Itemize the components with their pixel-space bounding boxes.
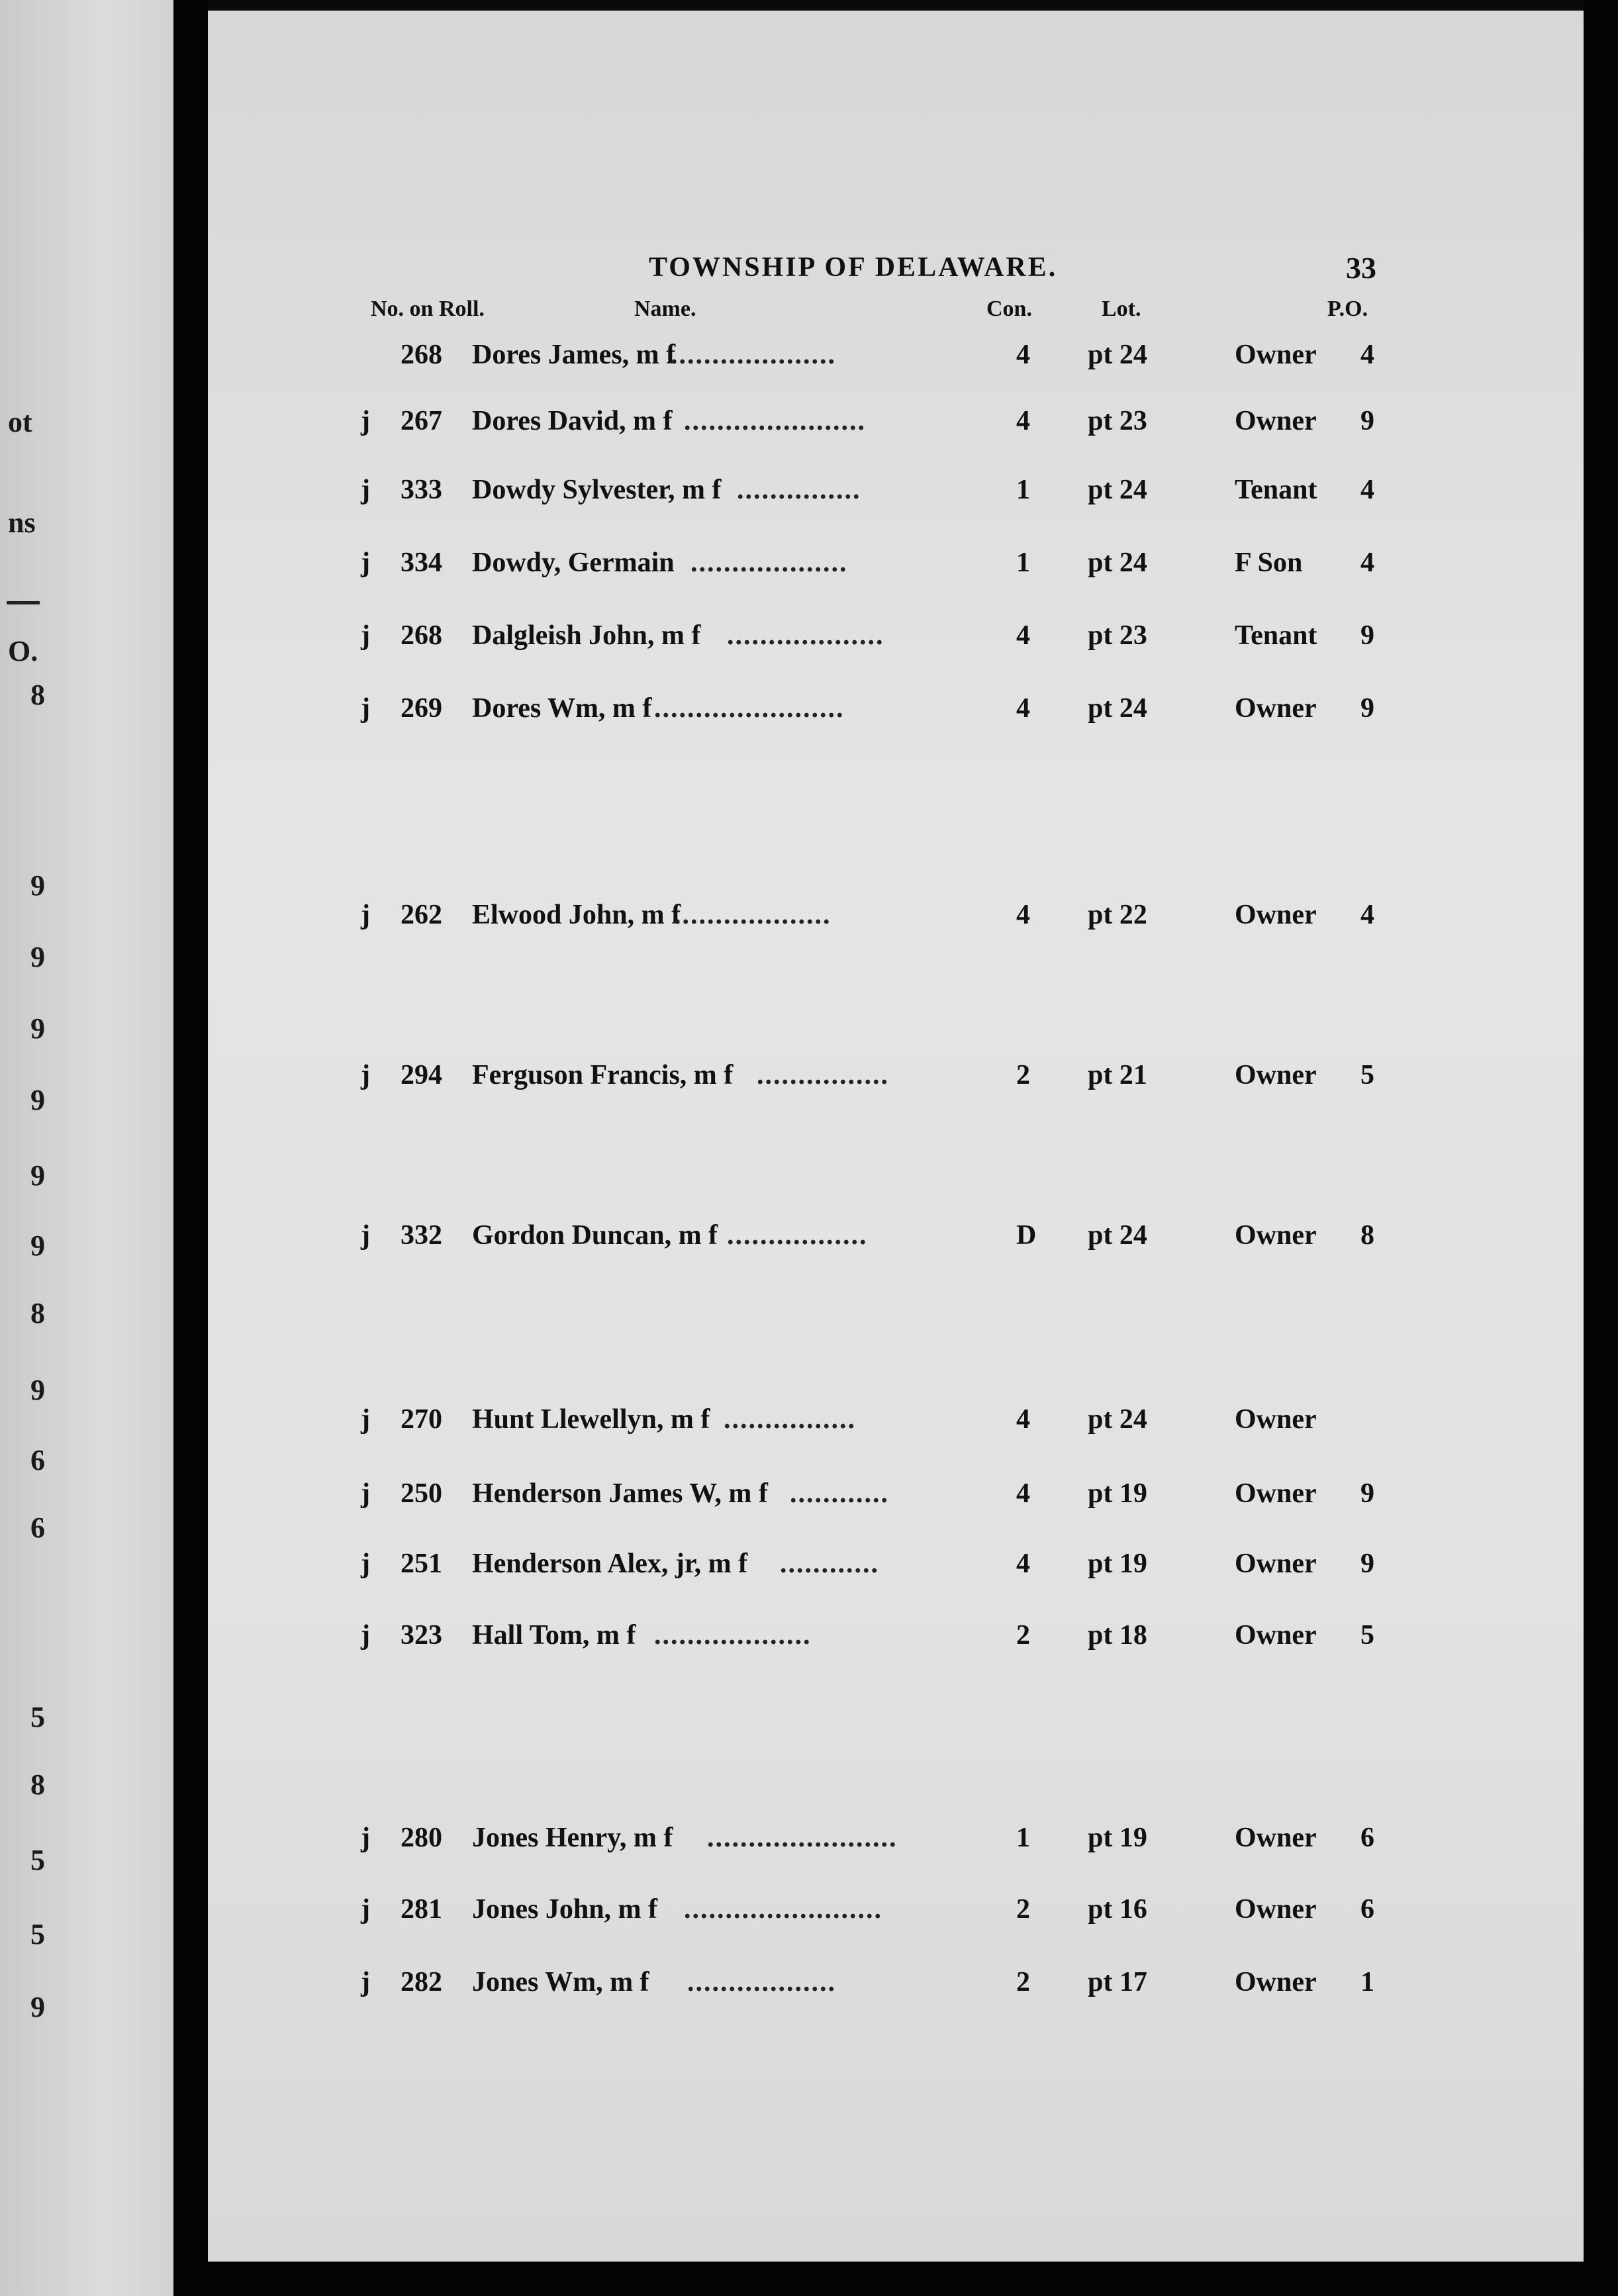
row-lot: pt 19 [1088,1549,1147,1579]
row-roll-number: 268 [401,620,442,651]
row-con: 4 [1016,340,1030,370]
dot-leader: .................... [671,340,836,370]
row-lot: pt 24 [1088,340,1147,370]
row-name: Ferguson Francis, m f [472,1060,734,1090]
row-status: Owner [1235,1549,1317,1579]
row-prefix: j [361,1060,370,1090]
facing-page-fragment: ns [8,506,36,539]
row-prefix: j [361,1894,370,1925]
row-prefix: j [361,1478,370,1509]
table-row [0,1548,1618,1588]
row-lot: pt 24 [1088,693,1147,724]
facing-page-rule [7,601,40,604]
dot-leader: ....................... [707,1823,898,1853]
facing-page-fragment: 9 [30,941,45,973]
row-prefix: j [361,1823,370,1853]
dot-leader: ...................... [684,406,866,436]
row-lot: pt 16 [1088,1894,1147,1925]
row-roll-number: 269 [401,693,442,724]
row-name: Dalgleish John, m f [472,620,701,651]
row-status: Owner [1235,1823,1317,1853]
column-header-no-on-roll: No. on Roll. [371,297,485,321]
row-roll-number: 334 [401,548,442,578]
table-row [0,1893,1618,1933]
row-po: 9 [1360,1478,1374,1509]
row-roll-number: 262 [401,900,442,930]
facing-page-fragment: O. [8,635,38,667]
row-lot: pt 22 [1088,900,1147,930]
row-roll-number: 333 [401,475,442,505]
row-lot: pt 24 [1088,548,1147,578]
row-po: 5 [1360,1620,1374,1650]
row-roll-number: 294 [401,1060,442,1090]
column-header-po: P.O. [1327,297,1368,321]
facing-page-fragment: 8 [30,679,45,711]
row-prefix: j [361,1620,370,1650]
row-name: Jones Wm, m f [472,1967,649,1997]
row-po: 4 [1360,900,1374,930]
row-roll-number: 332 [401,1220,442,1251]
row-roll-number: 281 [401,1894,442,1925]
facing-page-fragment: ot [8,406,32,438]
row-name: Dores James, m f [472,340,676,370]
row-prefix: j [361,475,370,505]
row-roll-number: 251 [401,1549,442,1579]
facing-page-fragment: 9 [30,1991,45,2023]
row-name: Henderson Alex, jr, m f [472,1549,748,1579]
row-prefix: j [361,1967,370,1997]
row-status: Owner [1235,1894,1317,1925]
row-status: Owner [1235,406,1317,436]
row-con: 4 [1016,620,1030,651]
row-lot: pt 23 [1088,620,1147,651]
page-number: 33 [1346,251,1376,285]
row-roll-number: 268 [401,340,442,370]
row-po: 5 [1360,1060,1374,1090]
row-prefix: j [361,693,370,724]
dot-leader: ............ [790,1478,889,1509]
row-con: 4 [1016,900,1030,930]
column-header-name: Name. [634,297,696,321]
dot-leader: ................... [690,548,848,578]
dot-leader: ............ [780,1549,879,1579]
dot-leader: ........................ [684,1894,882,1925]
table-row [0,1059,1618,1099]
row-prefix: j [361,1549,370,1579]
row-con: 2 [1016,1894,1030,1925]
row-lot: pt 24 [1088,1220,1147,1251]
table-row [0,1404,1618,1443]
row-po: 9 [1360,1549,1374,1579]
row-lot: pt 24 [1088,1404,1147,1435]
table-row [0,620,1618,659]
row-roll-number: 280 [401,1823,442,1853]
row-lot: pt 19 [1088,1823,1147,1853]
facing-page-fragment: 9 [30,1012,45,1045]
row-name: Dores David, m f [472,406,673,436]
row-po: 8 [1360,1220,1374,1251]
row-roll-number: 267 [401,406,442,436]
row-con: 1 [1016,548,1030,578]
facing-page-fragment: 5 [30,1918,45,1950]
row-prefix: j [361,900,370,930]
row-status: Tenant [1235,620,1317,651]
row-lot: pt 21 [1088,1060,1147,1090]
dot-leader: ................ [757,1060,889,1090]
table-row [0,405,1618,445]
dot-leader: .................. [687,1967,836,1997]
row-name: Henderson James W, m f [472,1478,768,1509]
row-status: Owner [1235,340,1317,370]
row-con: 4 [1016,406,1030,436]
dot-leader: ............... [737,475,861,505]
row-po: 6 [1360,1823,1374,1853]
facing-page-fragment: 9 [30,869,45,902]
table-row [0,1822,1618,1862]
facing-page-fragment: 9 [30,1159,45,1192]
row-status: F Son [1235,548,1303,578]
row-lot: pt 23 [1088,406,1147,436]
row-po: 4 [1360,340,1374,370]
row-con: D [1016,1220,1037,1251]
row-con: 4 [1016,1478,1030,1509]
row-con: 1 [1016,1823,1030,1853]
facing-page-fragment: 6 [30,1511,45,1544]
row-con: 4 [1016,1404,1030,1435]
row-con: 2 [1016,1620,1030,1650]
row-po: 9 [1360,406,1374,436]
row-roll-number: 323 [401,1620,442,1650]
row-con: 2 [1016,1967,1030,1997]
table-row [0,1220,1618,1259]
facing-page-fragment: 9 [30,1374,45,1406]
table-row [0,693,1618,732]
row-roll-number: 282 [401,1967,442,1997]
row-status: Owner [1235,900,1317,930]
row-status: Tenant [1235,475,1317,505]
row-roll-number: 270 [401,1404,442,1435]
row-con: 4 [1016,693,1030,724]
row-status: Owner [1235,693,1317,724]
row-po: 1 [1360,1967,1374,1997]
row-name: Dores Wm, m f [472,693,652,724]
facing-page-fragment: 8 [30,1768,45,1801]
row-status: Owner [1235,1967,1317,1997]
row-lot: pt 19 [1088,1478,1147,1509]
table-row [0,547,1618,587]
facing-page-fragment: 5 [30,1701,45,1733]
row-status: Owner [1235,1404,1317,1435]
row-name: Hunt Llewellyn, m f [472,1404,710,1435]
dot-leader: ................... [654,1620,812,1650]
row-prefix: j [361,1220,370,1251]
dot-leader: ................ [724,1404,856,1435]
row-po: 4 [1360,475,1374,505]
row-po: 4 [1360,548,1374,578]
facing-page-fragment: 5 [30,1844,45,1876]
row-prefix: j [361,548,370,578]
row-con: 2 [1016,1060,1030,1090]
row-roll-number: 250 [401,1478,442,1509]
table-row [0,899,1618,939]
table-row [0,474,1618,514]
row-lot: pt 24 [1088,475,1147,505]
row-con: 4 [1016,1549,1030,1579]
table-row [0,1966,1618,2006]
column-header-con: Con. [986,297,1032,321]
dot-leader: ....................... [654,693,845,724]
table-row [0,1619,1618,1659]
facing-page-fragment: 9 [30,1229,45,1262]
row-status: Owner [1235,1620,1317,1650]
row-con: 1 [1016,475,1030,505]
row-name: Dowdy, Germain [472,548,675,578]
row-name: Dowdy Sylvester, m f [472,475,722,505]
dot-leader: ................. [727,1220,868,1251]
row-lot: pt 17 [1088,1967,1147,1997]
row-po: 9 [1360,620,1374,651]
dot-leader: ................... [674,900,832,930]
row-lot: pt 18 [1088,1620,1147,1650]
row-name: Hall Tom, m f [472,1620,636,1650]
page-title: TOWNSHIP OF DELAWARE. [649,252,1058,283]
row-po: 6 [1360,1894,1374,1925]
row-status: Owner [1235,1478,1317,1509]
facing-page-fragment: 9 [30,1084,45,1116]
scan-border-bottom [173,2262,1618,2296]
dot-leader: ................... [727,620,884,651]
row-name: Jones John, m f [472,1894,658,1925]
facing-page-fragment: 6 [30,1444,45,1476]
table-row [0,339,1618,379]
row-name: Jones Henry, m f [472,1823,673,1853]
table-row [0,1478,1618,1517]
row-prefix: j [361,620,370,651]
column-header-lot: Lot. [1102,297,1141,321]
row-prefix: j [361,406,370,436]
row-po: 9 [1360,693,1374,724]
row-name: Gordon Duncan, m f [472,1220,718,1251]
facing-page-fragment: 8 [30,1297,45,1329]
row-status: Owner [1235,1220,1317,1251]
row-name: Elwood John, m f [472,900,681,930]
row-prefix: j [361,1404,370,1435]
row-status: Owner [1235,1060,1317,1090]
